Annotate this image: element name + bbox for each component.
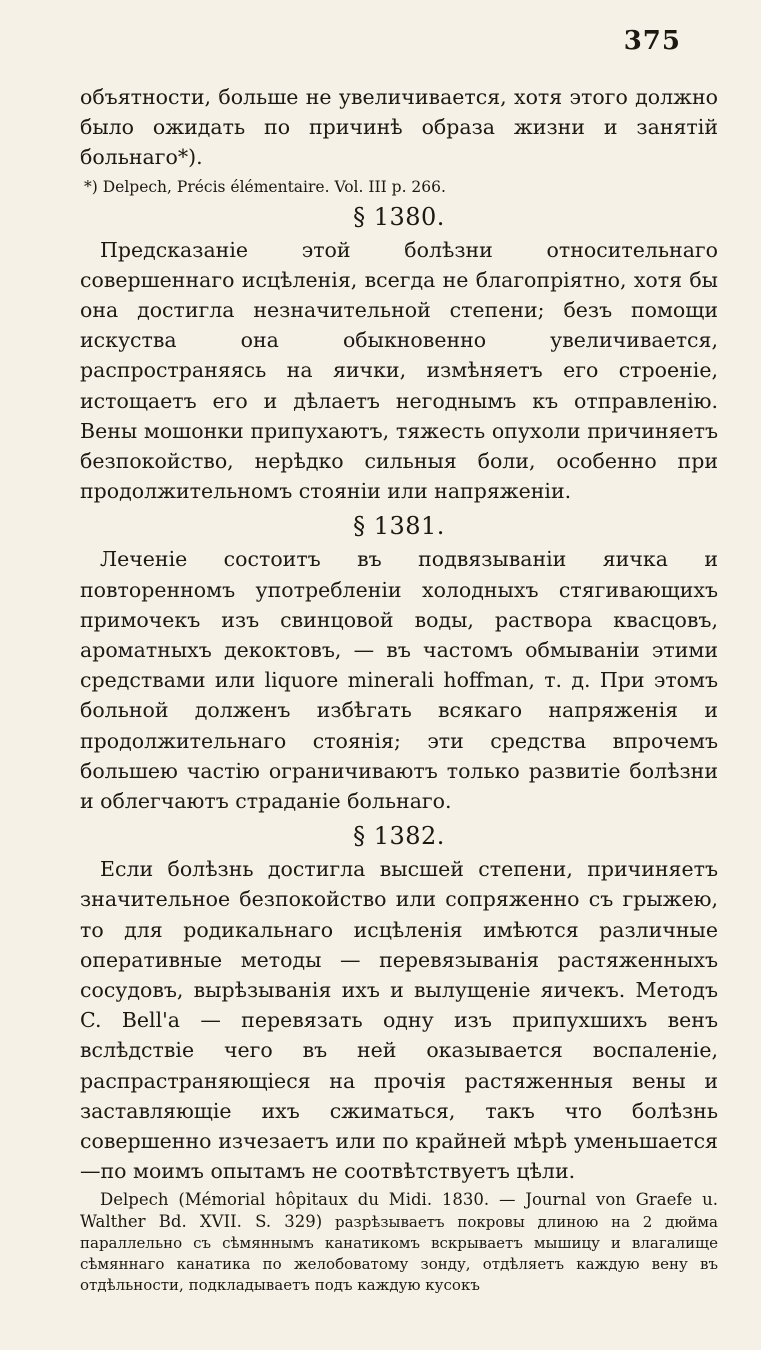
- section-heading-1382: § 1382.: [353, 822, 445, 851]
- footnote-top: *) Delpech, Précis élémentaire. Vol. III p. 266.: [84, 177, 446, 196]
- page-number: 375: [623, 26, 681, 56]
- continuation-paragraph: объятности, больше не увеличивается, хотя этого должно было ожидать по причинѣ образа жизни и занятій больнаго*).: [80, 85, 718, 170]
- section-1382-text: Если болѣзнь достигла высшей степени, причиняетъ значительное безпокойство или сопряженно съ грыжею, то для родикальнаго исцѣленія имѣются различные оперативные методы — перевязыванія растяженныхъ сосудовъ, вырѣзыванія ихъ и вылущеніе яичекъ. Методъ C. Bell'a — перевязать одну изъ припухшихъ венъ вслѣдствіе чего въ ней оказывается воспаленіе, распрастраняющіеся на прочія растяженныя вены и заставляющіе ихъ сжиматься, такъ что болѣзнь совершенно изчезаетъ или по крайней мѣрѣ уменьшается—по моимъ опытамъ не соотвѣтствуетъ цѣли.: [80, 857, 718, 1184]
- footnote-bottom-citation: Delpech (Mémorial hôpitaux du Midi. 1830. — Journal von Graefe u. Walther Bd. XVII. S. 329): [80, 1189, 718, 1231]
- section-heading-1381: § 1381.: [353, 512, 445, 541]
- page-content: [80, 82, 718, 1311]
- footnote-bottom: [80, 1189, 718, 1296]
- section-heading-1380: § 1380.: [353, 202, 445, 231]
- footnote-bottom-text: разрѣзываетъ покровы длиною на 2 дюйма параллельно съ сѣмяннымъ канатикомъ вскрываетъ мышицу и влагалище сѣмяннаго канатика по желобоватому зонду, отдѣляетъ каждую вену въ отдѣльности, подкладываетъ подъ каждую кусокъ: [80, 1212, 718, 1294]
- section-1380-text: Предсказаніе этой болѣзни относительнаго совершеннаго исцѣленія, всегда не благопріятно, хотя бы она достигла незначительной степени; безъ помощи искуства она обыкновенно увеличивается, распространяясь на яички, измѣняетъ его строеніе, истощаетъ его и дѣлаетъ негоднымъ къ отправленію. Вены мошонки припухаютъ, тяжесть опухоли причиняетъ безпокойство, нерѣдко сильныя боли, особенно при продолжительномъ стояніи или напряженіи.: [80, 237, 718, 504]
- section-1381-text: Леченіе состоитъ въ подвязываніи яичка и повторенномъ употребленіи холодныхъ стягивающихъ примочекъ изъ свинцовой воды, раствора квасцовъ, ароматныхъ декоктовъ, — въ частомъ обмываніи этими средствами или liquore minerali hoffman, т. д. При этомъ больной долженъ избѣгать всякаго напряженія и продолжительнаго стоянія; эти средства впрочемъ большею частію ограничиваютъ только развитіе болѣзни и облегчаютъ страданіе больнаго.: [80, 547, 718, 814]
